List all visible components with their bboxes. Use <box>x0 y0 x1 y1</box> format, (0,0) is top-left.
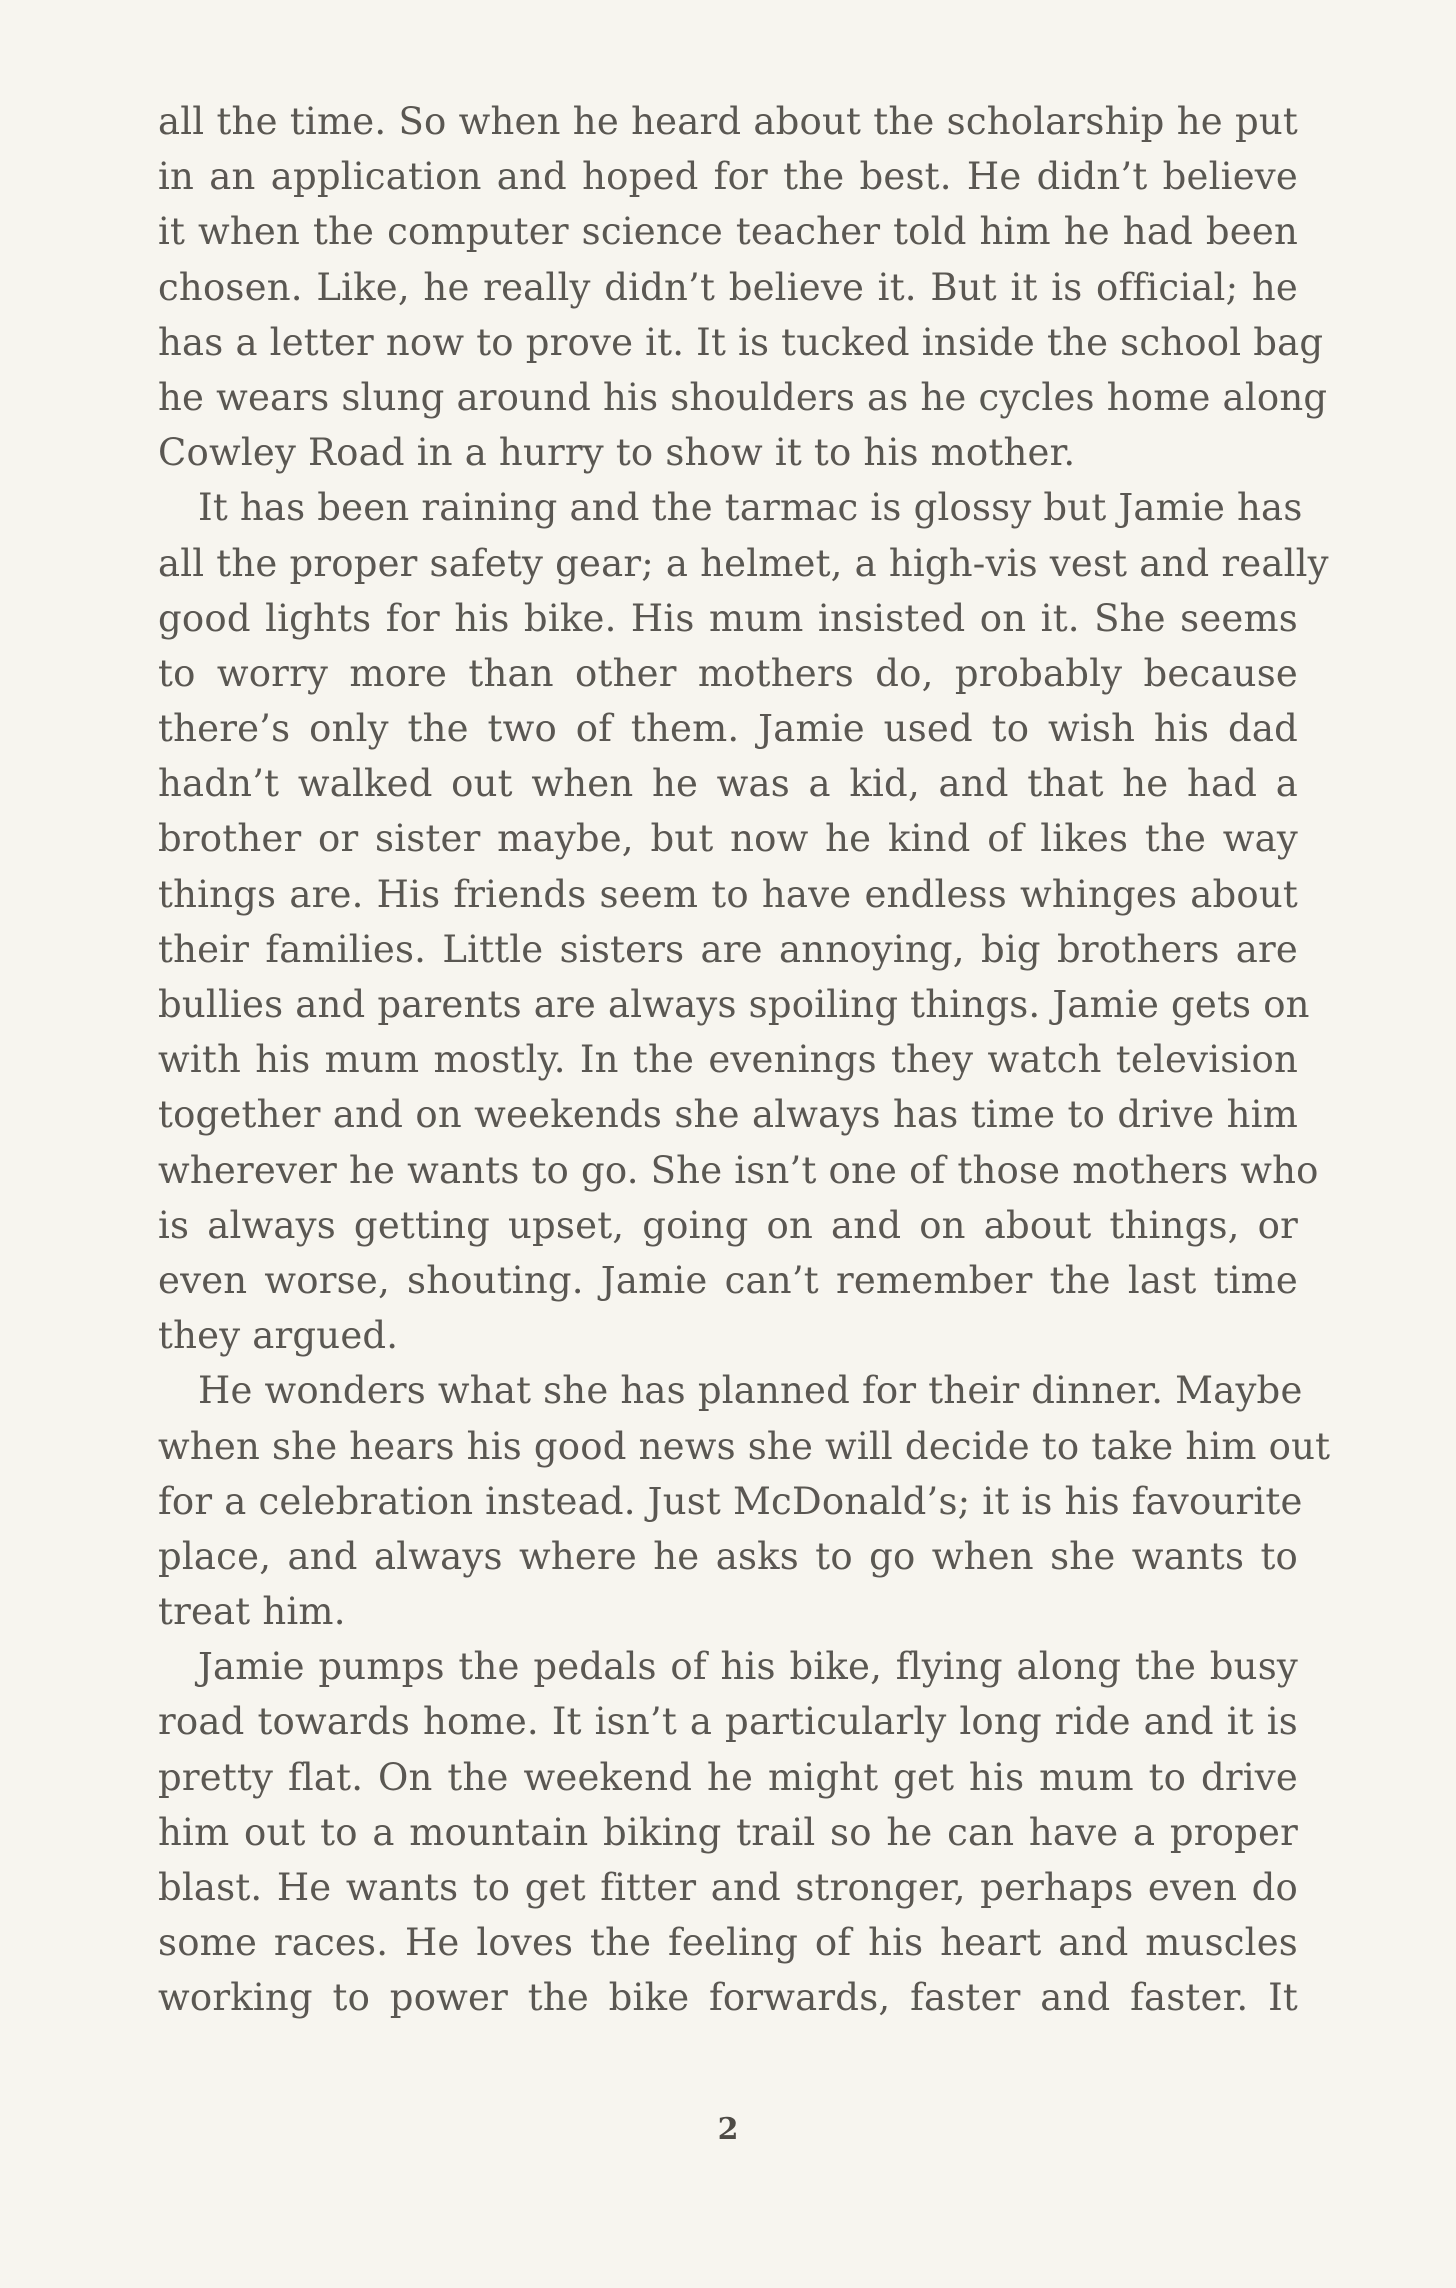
text-line: all the proper safety gear; a helmet, a high-vis vest and really <box>158 541 1329 585</box>
text-line: blast. He wants to get fitter and stronger, perhaps even do <box>158 1866 1298 1909</box>
text-line: He wonders what she has planned for their dinner. Maybe <box>198 1369 1303 1413</box>
text-line: it when the computer science teacher told him he had been <box>158 210 1298 254</box>
text-line: bullies and parents are always spoiling things. Jamie gets on <box>158 983 1310 1026</box>
text-line: when she hears his good news she will decide to take him out <box>158 1424 1331 1468</box>
text-line: It has been raining and the tarmac is glossy but Jamie has <box>198 486 1303 530</box>
text-line: place, and always where he asks to go when she wants to <box>158 1534 1298 1578</box>
text-line: their families. Little sisters are annoying, big brothers are <box>158 927 1298 971</box>
body-text <box>158 94 1331 2026</box>
text-line: is always getting upset, going on and on about things, or <box>158 1203 1298 1247</box>
text-line: they argued. <box>158 1314 399 1358</box>
text-line: road towards home. It isn’t a particularly long ride and it is <box>158 1700 1298 1744</box>
paragraph-1 <box>158 94 1328 480</box>
text-line: working to power the bike forwards, faster and faster. It <box>158 1976 1298 2020</box>
text-line: with his mum mostly. In the evenings they watch television <box>158 1038 1298 1082</box>
paragraph-3 <box>158 1363 1331 1639</box>
text-line: pretty flat. On the weekend he might get his mum to drive <box>158 1755 1298 1799</box>
text-line: there’s only the two of them. Jamie used to wish his dad <box>158 707 1298 751</box>
text-line: has a letter now to prove it. It is tucked inside the school bag <box>158 320 1324 364</box>
text-line: for a celebration instead. Just McDonald’s; it is his favourite <box>158 1479 1303 1523</box>
paragraph-2 <box>158 480 1329 1363</box>
text-line: in an application and hoped for the best. He didn’t believe <box>158 155 1298 199</box>
text-line: him out to a mountain biking trail so he can have a proper <box>158 1810 1298 1854</box>
text-line: wherever he wants to go. She isn’t one of those mothers who <box>158 1148 1319 1192</box>
text-line: treat him. <box>158 1590 346 1634</box>
text-line: brother or sister maybe, but now he kind of likes the way <box>158 817 1298 861</box>
paragraph-4 <box>158 1639 1298 2025</box>
text-line: chosen. Like, he really didn’t believe it. But it is official; he <box>158 265 1298 309</box>
text-line: together and on weekends she always has time to drive him <box>158 1093 1298 1137</box>
text-line: good lights for his bike. His mum insisted on it. She seems <box>158 596 1298 640</box>
text-line: some races. He loves the feeling of his heart and muscles <box>158 1921 1298 1965</box>
text-line: hadn’t walked out when he was a kid, and that he had a <box>158 762 1298 806</box>
text-line: he wears slung around his shoulders as he cycles home along <box>158 375 1328 419</box>
text-line: Jamie pumps the pedals of his bike, flying along the busy <box>198 1645 1298 1689</box>
page-number: 2 <box>717 2112 739 2147</box>
text-line: Cowley Road in a hurry to show it to his mother. <box>158 431 1076 475</box>
text-line: to worry more than other mothers do, probably because <box>158 651 1298 695</box>
text-line: things are. His friends seem to have endless whinges about <box>158 872 1298 916</box>
text-line: all the time. So when he heard about the scholarship he put <box>158 100 1298 143</box>
text-line: even worse, shouting. Jamie can’t remember the last time <box>158 1258 1298 1302</box>
